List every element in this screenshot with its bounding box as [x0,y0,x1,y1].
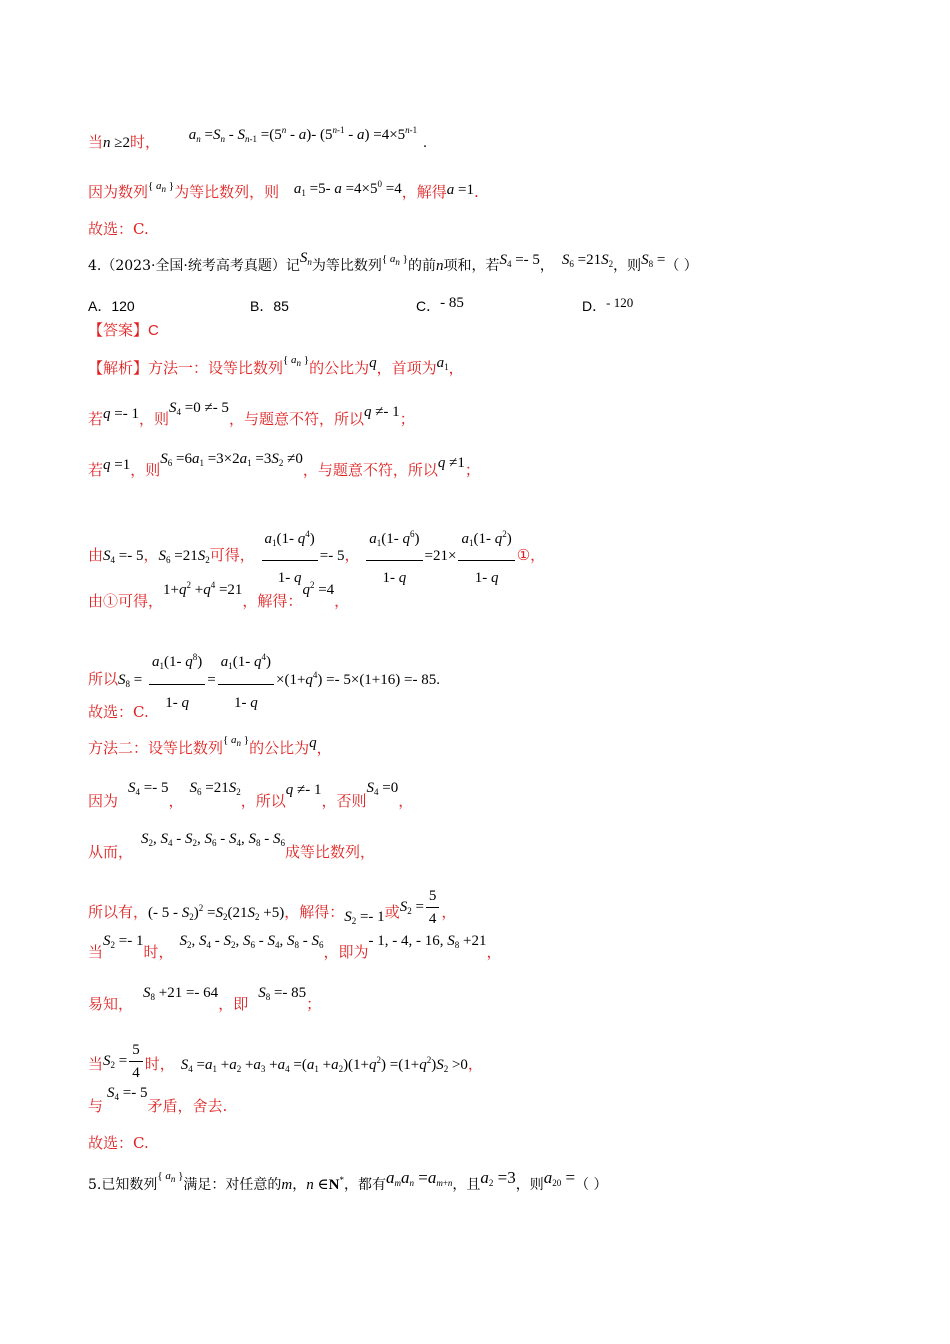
answer-label: 【答案】C [88,322,159,339]
math-a1-eq: $a_1 =5-$ $a =4\times 5^0 =4$ [293,179,402,198]
math-a20: $a_{20}$ = [543,1168,576,1188]
case-q-1: 若q =1，则$S_6 =6a_1 =3\times 2a_1 =3S_2 \ne 0$，与题意不符，所以q ≠1； [88,451,480,479]
option-a[interactable]: A．120 [88,298,135,314]
math-q: q [369,355,377,371]
math-s4: $S_4 =- 5$ [499,252,540,269]
math-s2-frac: $S_2$ = $\frac{5}{4}$ [103,1053,145,1069]
frac-s6: $\frac{a_1(1- q^6)}{1- q}$ [366,518,422,594]
text-time: 时， [130,133,161,151]
math-s8: $S_8$ = [641,252,666,269]
circled-1: ① [516,546,531,564]
math-s4: $S_4 =- 5$ [107,1085,148,1102]
frac-s4: $\frac{a_1(1- q^4)}{1- q}$ [262,518,318,594]
math-q-eq-1: q =1 [103,457,131,473]
text-geometric: 为等比数列，则 [174,183,280,201]
answer-choice-3: 故选：C. [88,1134,149,1152]
line-an-formula: 当n ≥2时， $a_n =S_n - S_{n-1} =(5^n - a)-$ $(5^{n-1} - a) =4\times 5^{n-1}$. [88,125,427,151]
math-a-eq-1: a =1 [446,182,474,198]
math-s6: $S_6 =21S_2$ [189,780,241,797]
math-q-ne-1: q ≠1 [437,455,465,471]
math-s8-plus21: $S_8 +21 =- 64$ [143,985,219,1002]
math-n-in-N: n ∈N* [306,1175,344,1193]
method-2-s8: 易知，$S_8 +21 =- 64$，即$S_8 =- 85$； [88,985,322,1013]
text-because: 因为数列 [88,183,149,201]
math-n-ge-2: n ≥2 [103,135,130,151]
question-4-source: 4.（2023·全国·统考高考真题）记 [88,258,300,274]
math-seq-an: { an } [148,180,175,194]
math-s2-frac: $S_2$ = $\frac{5}{4}$ [400,899,442,915]
line-geometric-condition: 因为数列$^{\{ a_n \}}$为等比数列，则 $a_1 =5-$ $a =4\times 5^0 =4$，解得a =1. [88,179,479,201]
solution-head: 【解析】方法一：设等比数列$^{\{ a_n \}}$的公比为q，首项为$a_1$， [88,354,464,377]
math-an-expression: $a_n =S_n - S_{n-1} =(5^n - a)-$ $(5^{n-1} - a) =4\times 5^{n-1}$ [188,125,418,144]
option-b[interactable]: B．85 [250,298,289,314]
method-2-case1: 当$S_2 =- 1$时，$S_2$, $S_4 - S_2$, $S_6 - S_4$, $S_8 - S_6$，即为- 1, - 4, - 16, $S_8 +21$， [88,933,502,961]
s8-result: 所以$S_8$ = $\frac{a_1(1- q^8)}{1- q}$ = $\frac{a_1(1- q^4)}{1- q}$ $\times(1+q^4) =- 5\times(1+16) =- 85$. [88,640,440,720]
math-s4-zero: $S_4 =0 \ne- 5$ [169,400,229,417]
question-5: 5.已知数列$^{\{ a_n \}}$满足：对任意的m，n ∈N*，都有$a_ma_n =a_{m+n}$，且$a_2 =3$，则$a_{20}$ =（ ） [88,1168,608,1193]
math-q2-eq-4: $q^2 =4$ [302,580,335,598]
answer-choice-2: 故选：C. [88,703,149,721]
method-2-solve: 所以有，(- $5 - S_2)^2 =S_2(21S_2 +5)$，解得：$S_2 =- 1$或$S_2$ = $\frac{5}{4}$ ， [88,888,457,927]
math-s4-zero: $S_4 =0$ [366,780,399,797]
equation-1: 由$S_4 =- 5$，$S_6 =21S_2$可得， $\frac{a_1(1- q^4)}{1- q}$ =- 5， $\frac{a_1(1- q^6)}{1- q}$ =21× $\frac{a_1(1- q^2)}{1- q}$ ①， [88,518,545,594]
math-s6: $S_6 =21S_2$ [561,252,614,269]
math-quadratic: (- $5 - S_2)^2 =S_2(21S_2 +5)$ [148,902,285,922]
math-s4-expansion: $S_4 =a_1 +a_2 +a_3 +a_4 =(a_1 +a_2)(1+q^2) =(1+q^2)S_2 >0$ [180,1054,468,1074]
math-q-ne-neg1: q ≠- 1 [285,782,322,798]
frac-s8: $\frac{a_1(1- q^8)}{1- q}$ [149,640,205,720]
math-seq-an: { an } [223,734,250,748]
math-a1: $a_1$ [436,355,449,372]
math-seq-an: { an } [157,1170,184,1184]
math-q-ne-neg1: q ≠- 1 [363,404,400,420]
math-segment-sums: $S_2$, $S_4 - S_2$, $S_6 - S_4$, $S_8 - S_6$ [141,831,286,848]
math-segment-sums: $S_2$, $S_4 - S_2$, $S_6 - S_4$, $S_8 - S_6$ [179,933,324,950]
math-am-an: $a_ma_n =a_{m+n}$ [385,1168,453,1188]
math-seq-an: { an } [283,354,310,368]
math-s6-calc: $S_6 =6a_1 =3\times 2a_1 =3S_2 \ne 0$ [160,451,303,468]
case-q-neg1: 若q =- 1，则$S_4 =0 \ne- 5$，与题意不符，所以q ≠- 1； [88,400,415,428]
math-q: q [309,735,317,751]
math-sn: $S_n$ [299,250,312,267]
option-d[interactable]: D．- 120 [582,295,634,314]
math-q-eq-neg1: q =- 1 [103,406,139,422]
answer-choice-1: 故选：C. [88,220,149,238]
method-2-because: 因为$S_4 =- 5$，$S_6 =21S_2$，所以q ≠- 1，否则$S_4 =0$， [88,780,414,810]
text-when: 当 [88,133,104,151]
math-s2-neg1: $S_2 =- 1$ [103,933,144,950]
method-2-case2: 当$S_2$ = $\frac{5}{4}$ 时， $S_4 =a_1 +a_2 +a_3 +a_4 =(a_1 +a_2)(1+q^2) =(1+q^2)S_2 >0$， [88,1042,483,1081]
math-a2-eq-3: $a_2 =3$ [480,1168,516,1188]
frac-s2: $\frac{a_1(1- q^2)}{1- q}$ [458,518,514,594]
solve-q2: 由①可得，$1+q^2 +q^4 =21$，解得：$q^2 =4$， [88,580,350,610]
method-2-geometric: 从而，$S_2$, $S_4 - S_2$, $S_6 - S_4$, $S_8 - S_6$成等比数列， [88,831,376,861]
option-c[interactable]: C．- 85 [416,295,464,314]
method-2-head: 方法二：设等比数列$^{\{ a_n \}}$的公比为q， [88,734,332,757]
math-s4: $S_4 =- 5$ [128,780,169,797]
method-2-contradiction: 与$S_4 =- 5$矛盾，舍去. [88,1085,228,1115]
text-solve: ，解得 [401,183,447,201]
frac-s4b: $\frac{a_1(1- q^4)}{1- q}$ [218,640,274,720]
math-seq-an: { an } [381,253,408,267]
math-s2-neg1: $S_2 =- 1$ [344,908,385,926]
math-q-poly: $1+q^2 +q^4 =21$ [163,580,243,598]
question-4: 4.（2023·全国·统考高考真题）记$S_n$为等比数列$^{\{ a_n \}}$的前n项和，若$S_4 =- 5$， $S_6 =21S_2$，则$S_8$ =（ ） [88,250,698,274]
math-s8-result: $S_8 =- 85$ [258,985,307,1002]
math-segment-values: - 1, - 4, - 16, $S_8 +21$ [368,933,487,950]
